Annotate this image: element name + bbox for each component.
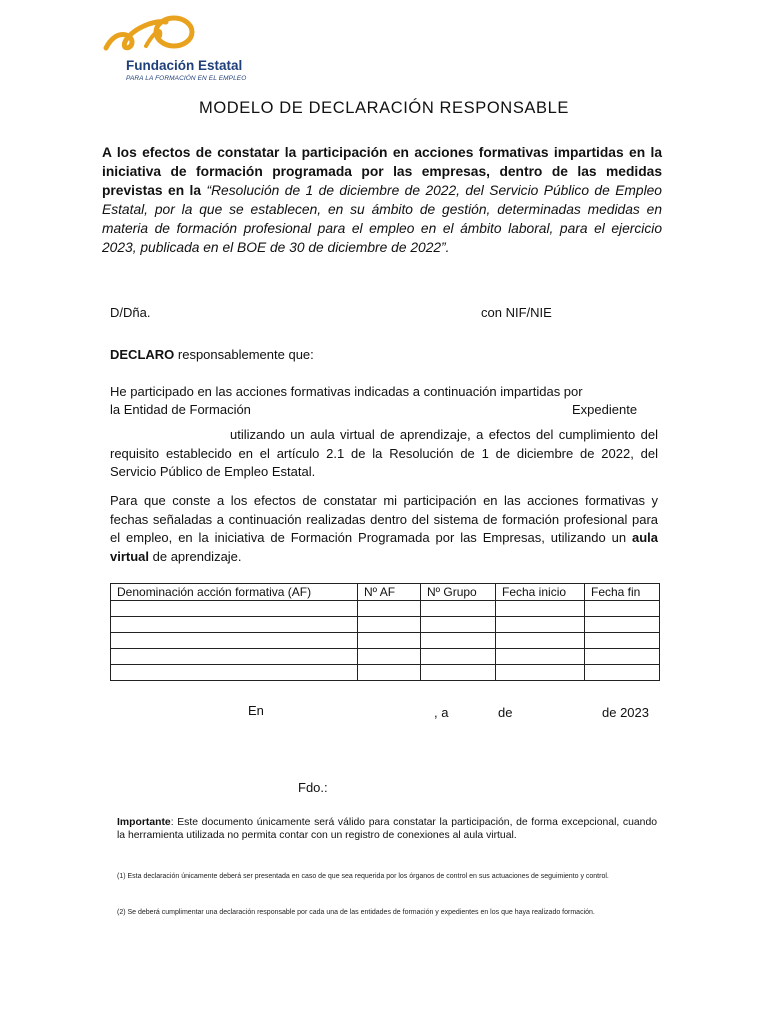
declaro-rest: responsablemente que: bbox=[174, 347, 314, 362]
intro-bold-text: A los efectos de constatar la participación en acciones formativas impartidas en la iniciativa de formación programada por las empresas, dentro de las medidas previstas en la bbox=[102, 145, 662, 198]
table-row bbox=[111, 601, 660, 617]
table-cell[interactable] bbox=[421, 601, 496, 617]
participation-line-1: He participado en las acciones formativas indicadas a continuación impartidas por bbox=[110, 384, 583, 399]
table-cell[interactable] bbox=[358, 649, 421, 665]
table-cell[interactable] bbox=[496, 633, 585, 649]
date-de-label: de bbox=[498, 705, 513, 720]
name-label: D/Dña. bbox=[110, 305, 151, 320]
table-cell[interactable] bbox=[496, 665, 585, 681]
table-cell[interactable] bbox=[585, 649, 660, 665]
table-cell[interactable] bbox=[111, 649, 358, 665]
logo-tagline: PARA LA FORMACIÓN EN EL EMPLEO bbox=[126, 75, 247, 82]
table-cell[interactable] bbox=[358, 633, 421, 649]
table-cell[interactable] bbox=[111, 633, 358, 649]
table-cell[interactable] bbox=[358, 601, 421, 617]
table-cell[interactable] bbox=[421, 649, 496, 665]
purpose-text: Para que conste a los efectos de constatar mi participación en las acciones formativas y fechas señaladas a continuación realizadas dentro del sistema de formación profesional para el empleo, en la iniciativa de Formación Programada por las Empresas, utilizando un bbox=[110, 493, 658, 545]
table-cell[interactable] bbox=[585, 633, 660, 649]
table-cell[interactable] bbox=[358, 665, 421, 681]
table-cell[interactable] bbox=[421, 617, 496, 633]
year-label: de 2023 bbox=[602, 705, 649, 720]
purpose-end: de aprendizaje. bbox=[149, 548, 242, 564]
purpose-bold: aula virtual bbox=[110, 530, 658, 564]
header-fecha-fin: Fecha fin bbox=[585, 584, 660, 601]
footnote-2: (2) Se deberá cumplimentar una declaración responsable por cada una de las entidades de formación y expedientes en los que haya realizado formación. bbox=[117, 909, 595, 916]
declaro-bold: DECLARO bbox=[110, 347, 175, 362]
nif-label: con NIF/NIE bbox=[481, 305, 552, 320]
table-cell[interactable] bbox=[496, 617, 585, 633]
training-actions-table bbox=[110, 583, 659, 681]
intro-italic-text: “Resolución de 1 de diciembre de 2022, del Servicio Público de Empleo Estatal, por la que se establecen, en su ámbito de gestión, determinadas medidas en materia de formación profesional para el empleo en el ámbito laboral, para el ejercicio 2023, publicada en el BOE de 30 de diciembre de 2022”. bbox=[102, 183, 662, 255]
table-cell[interactable] bbox=[421, 633, 496, 649]
table-cell[interactable] bbox=[111, 617, 358, 633]
table-cell[interactable] bbox=[585, 601, 660, 617]
table-cell[interactable] bbox=[421, 665, 496, 681]
logo-mark-icon bbox=[102, 12, 198, 56]
logo-name: Fundación Estatal bbox=[126, 58, 243, 73]
header-fecha-inicio: Fecha inicio bbox=[496, 584, 585, 601]
table-row bbox=[111, 633, 660, 649]
declaro-line bbox=[110, 347, 314, 362]
table-cell[interactable] bbox=[111, 665, 358, 681]
entity-label: la Entidad de Formación bbox=[110, 402, 251, 417]
header-num-af: Nº AF bbox=[358, 584, 421, 601]
important-label: Importante bbox=[117, 817, 171, 828]
document-title: MODELO DE DECLARACIÓN RESPONSABLE bbox=[198, 99, 570, 117]
table-cell[interactable] bbox=[111, 601, 358, 617]
signature-label: Fdo.: bbox=[298, 780, 328, 795]
table-cell[interactable] bbox=[585, 665, 660, 681]
table-row bbox=[111, 649, 660, 665]
table-cell[interactable] bbox=[358, 617, 421, 633]
purpose-paragraph bbox=[110, 492, 658, 566]
table-cell[interactable] bbox=[496, 649, 585, 665]
expediente-label: Expediente bbox=[572, 402, 638, 417]
table-cell[interactable] bbox=[585, 617, 660, 633]
place-label: En bbox=[248, 703, 264, 718]
table-row bbox=[111, 617, 660, 633]
header-num-grupo: Nº Grupo bbox=[421, 584, 496, 601]
participation-paragraph: utilizando un aula virtual de aprendizaje, a efectos del cumplimiento del requisito establecido en el artículo 2.1 de la Resolución de 1 de diciembre de 2022, del Servicio Público de Empleo Estatal. bbox=[110, 427, 658, 479]
important-text: : Este documento únicamente será válido para constatar la participación, de forma excepcional, cuando la herramienta utilizada no permita contar con un registro de conexiones al aula virtual. bbox=[117, 817, 657, 841]
header-denominacion: Denominación acción formativa (AF) bbox=[111, 584, 358, 601]
footnote-1: (1) Esta declaración únicamente deberá ser presentada en caso de que sea requerida por los órganos de control en sus actuaciones de seguimiento y control. bbox=[117, 873, 609, 880]
table-cell[interactable] bbox=[496, 601, 585, 617]
date-a-label: , a bbox=[434, 705, 449, 720]
intro-paragraph bbox=[102, 143, 662, 257]
table-row bbox=[111, 665, 660, 681]
table-header-row bbox=[111, 584, 660, 601]
important-note bbox=[117, 816, 657, 842]
logo bbox=[100, 12, 260, 88]
